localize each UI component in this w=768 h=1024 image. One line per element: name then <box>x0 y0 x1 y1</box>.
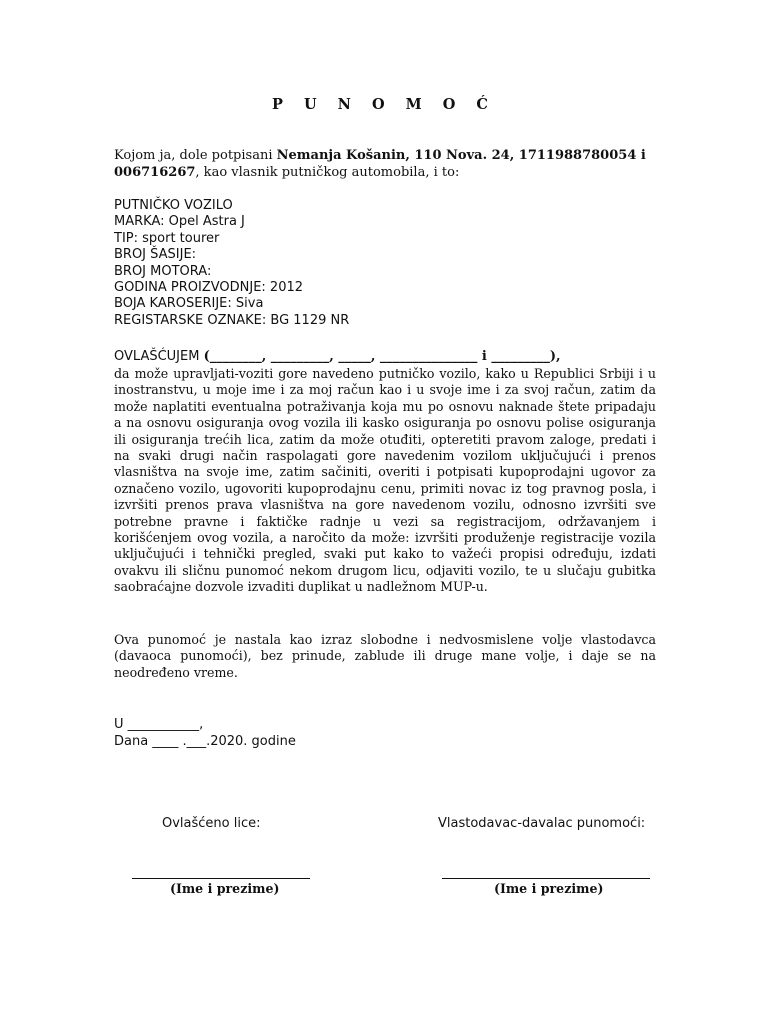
vehicle-type: TIP: sport tourer <box>114 230 220 246</box>
vehicle-plates: REGISTARSKE OZNAKE: BG 1129 NR <box>114 312 350 328</box>
authorized-person-label: Ovlašćeno lice: <box>162 816 261 831</box>
vehicle-year: GODINA PROIZVODNJE: 2012 <box>114 280 304 296</box>
authorized-person-name-caption: (Ime i prezime) <box>170 881 280 896</box>
vehicle-color: BOJA KAROSERIJE: Siva <box>114 296 264 312</box>
authorization-body: da može upravljati-voziti gore navedeno putničko vozilo, kako u Republici Srbiji i u inostranstvu, u moje ime i za moj račun kao i u svoje ime i za svoj račun, zatim da može naplatiti eventualna potraživanja koja mu po osnovu naknade štete pripadaju a na osnovu osiguranja ovog vozila ili kasko osiguranja po osnovu polise osiguranja ili osiguranja trećih lica, zatim da može otuđiti, opteretiti pravom zaloge, predati i na svaki drugi način raspolagati gore navedenim vozilom uključujući i prenos vlasništva na svoje ime, zatim sačiniti, overiti i potpisati kupoprodajni ugovor za označeno vozilo, ugovoriti kupoprodajnu cenu, primiti novac iz tog pravnog posla, i izvršiti prenos prava vlasništva na gore navedenom vozilu, odnosno izvršiti sve potrebne pravne i faktičke radnje u vezi sa registracijom, održavanjem i korišćenjem ovog vozila, a naročito da može: izvršiti produženje registracije vozila uključujući i tehnički pregled, svaki put kako to važeći propisi određuju, izdati ovakvu ili sličnu punomoć nekom drugom licu, odjaviti vozilo, te u slučaju gubitka saobraćajne dozvole izvaditi duplikat u nadležnom MUP-u. <box>114 366 656 595</box>
authorized-person-signature-line <box>132 878 310 879</box>
date-line: Dana ____ .___.2020. godine <box>114 734 296 749</box>
authorization-heading <box>114 349 656 366</box>
principal-details: Nemanja Košanin, 110 Nova. 24, 1711988780054 i 006716267 <box>114 148 646 180</box>
place-line: U ___________, <box>114 717 204 732</box>
vehicle-make: MARKA: Opel Astra J <box>114 214 245 230</box>
principal-name-caption: (Ime i prezime) <box>494 881 604 896</box>
vehicle-chassis: BROJ ŠASIJE: <box>114 247 197 263</box>
principal-signature-line <box>442 878 650 879</box>
vehicle-heading: PUTNIČKO VOZILO <box>114 198 233 213</box>
authorized-persons-blanks: (________, _________, _____, _______________ i _________), <box>203 349 561 364</box>
place-date-section <box>114 716 656 750</box>
vehicle-details <box>114 198 656 329</box>
principal-label: Vlastodavac-davalac punomoći: <box>438 816 646 831</box>
free-will-paragraph: Ova punomoć je nastala kao izraz slobodne i nedvosmislene volje vlastodavca (davaoca punomoći), bez prinude, zablude ili druge mane volje, i daje se na neodređeno vreme. <box>114 632 656 680</box>
intro-prefix: Kojom ja, dole potpisani <box>114 148 277 163</box>
authorization-label: OVLAŠĆUJEM <box>114 349 204 364</box>
intro-suffix: , kao vlasnik putničkog automobila, i to: <box>195 164 460 180</box>
vehicle-engine: BROJ MOTORA: <box>114 263 212 279</box>
intro-paragraph <box>114 148 656 181</box>
document-title: P U N O M O Ć <box>272 96 496 113</box>
